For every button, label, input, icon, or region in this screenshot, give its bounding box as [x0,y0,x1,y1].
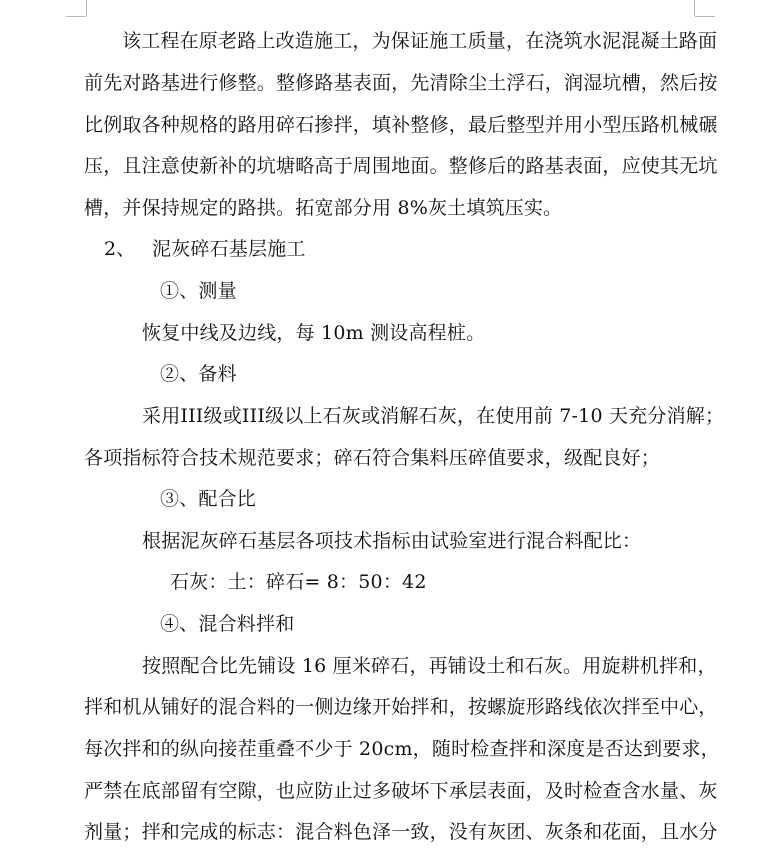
paragraph-line: 按照配合比先铺设 16 厘米碎石，再铺设土和石灰。用旋耕机拌和， [142,655,717,677]
paragraph-line: 严禁在底部留有空隙，也应防止过多破坏下承层表面，及时检查含水量、灰 [84,780,718,802]
crop-mark-top-left [66,16,86,17]
paragraph-line: 压，且注意使新补的坑塘略高于周围地面。整修后的路基表面，应使其无坑 [84,155,718,177]
paragraph-line: 比例取各种规格的路用碎石掺拌，填补整修，最后整型并用小型压路机械碾 [84,114,718,136]
section-number: 2、 [104,238,136,260]
paragraph-line: 恢复中线及边线，每 10m 测设高程桩。 [142,322,486,344]
mix-ratio: 石灰：土：碎石= 8：50：42 [170,571,427,593]
crop-mark-top-right [694,0,695,16]
subsection-heading: ③、配合比 [160,488,257,510]
crop-mark-top-left [86,0,87,16]
paragraph-line: 每次拌和的纵向接茬重叠不少于 20cm，随时检查拌和深度是否达到要求， [84,738,720,760]
paragraph-line: 前先对路基进行修整。整修路基表面，先清除尘土浮石，润湿坑槽，然后按 [84,72,718,94]
paragraph-line: 采用III级或III级以上石灰或消解石灰，在使用前 7-10 天充分消解； [142,405,725,427]
paragraph-line: 拌和机从铺好的混合料的一侧边缘开始拌和，按螺旋形路线依次拌至中心， [84,696,718,718]
subsection-heading: ④、混合料拌和 [160,613,295,635]
subsection-heading: ②、备料 [160,363,237,385]
paragraph-line: 各项指标符合技术规范要求；碎石符合集料压碎值要求，级配良好； [84,447,661,469]
paragraph-line: 槽，并保持规定的路拱。拓宽部分用 8%灰土填筑压实。 [84,197,563,219]
paragraph-line: 剂量；拌和完成的标志：混合料色泽一致，没有灰团、灰条和花面，且水分 [84,821,718,843]
section-title: 泥灰碎石基层施工 [152,238,306,260]
crop-mark-top-right [695,16,715,17]
paragraph-line: 该工程在原老路上改造施工，为保证施工质量，在浇筑水泥混凝土路面 [122,30,718,52]
paragraph-line: 根据泥灰碎石基层各项技术指标由试验室进行混合料配比： [142,530,642,552]
subsection-heading: ①、测量 [160,280,237,302]
